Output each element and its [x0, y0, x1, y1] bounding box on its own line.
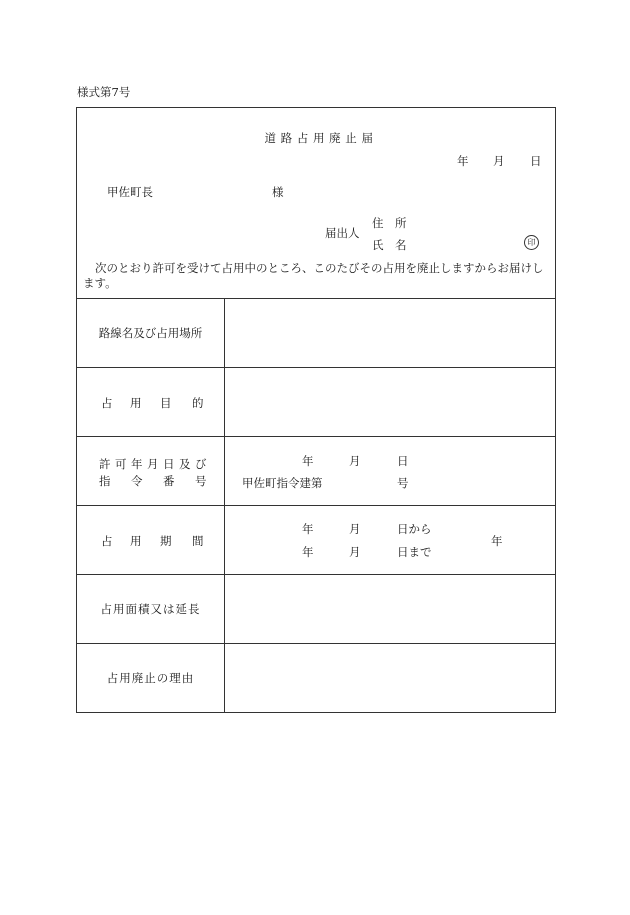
reason-value-cell[interactable] — [225, 644, 556, 713]
table-row — [77, 299, 556, 368]
period-label-char: 用 — [130, 534, 142, 548]
purpose-label-char: 用 — [130, 396, 142, 410]
form-title: 道 路 占 用 廃 止 届 — [264, 131, 374, 145]
period-label-char: 占 — [101, 534, 113, 548]
period-from-day: 日から — [397, 522, 432, 536]
route-label: 路線名及び占用場所 — [98, 326, 203, 340]
permit-label-char: 年 — [131, 457, 143, 471]
permit-label-char: 及 — [179, 457, 191, 471]
reason-label-cell — [77, 644, 225, 713]
period-to-month: 月 — [349, 545, 361, 559]
permit-label-char: 番 — [163, 474, 175, 488]
permit-label-char: び — [195, 457, 207, 471]
period-to-year: 年 — [302, 545, 314, 559]
reason-label: 占用廃止の理由 — [106, 671, 195, 685]
area-label: 占用面積又は延長 — [100, 602, 201, 616]
period-from-month: 月 — [349, 522, 361, 536]
date-day-label: 日 — [530, 154, 542, 168]
purpose-label-char: 目 — [160, 396, 172, 410]
purpose-label-char: 的 — [192, 396, 204, 410]
permit-label-char: 号 — [195, 474, 207, 488]
purpose-value-cell[interactable] — [225, 368, 556, 437]
permit-label-char: 日 — [163, 457, 175, 471]
permit-label-char: 指 — [99, 474, 111, 488]
applicant-label: 届出人 — [325, 226, 360, 240]
area-value-cell[interactable] — [225, 575, 556, 644]
permit-month-label: 月 — [349, 454, 361, 468]
period-value-cell[interactable] — [225, 506, 556, 575]
permit-value-cell[interactable] — [225, 437, 556, 506]
period-to-day: 日まで — [397, 545, 432, 559]
period-from-year: 年 — [302, 522, 314, 536]
permit-order-prefix: 甲佐町指令建第 — [242, 476, 323, 490]
permit-order-suffix: 号 — [397, 476, 409, 490]
route-value-cell[interactable] — [225, 299, 556, 368]
permit-label-cell — [77, 437, 225, 506]
table-row — [77, 506, 556, 575]
form-table — [76, 298, 556, 713]
form-header-box — [76, 107, 556, 299]
permit-year-label: 年 — [302, 454, 314, 468]
permit-label-char: 月 — [147, 457, 159, 471]
permit-label-char: 令 — [131, 474, 143, 488]
purpose-label-cell — [77, 368, 225, 437]
date-month-label: 月 — [493, 154, 505, 168]
table-row — [77, 644, 556, 713]
route-label-cell — [77, 299, 225, 368]
honorific: 様 — [272, 185, 284, 199]
period-label-char: 間 — [192, 534, 204, 548]
table-row — [77, 437, 556, 506]
addressee: 甲佐町長 — [107, 185, 153, 199]
permit-day-label: 日 — [397, 454, 409, 468]
table-row — [77, 575, 556, 644]
name-label: 氏 名 — [372, 238, 407, 252]
statement-text: 次のとおり許可を受けて占用中のところ、このたびその占用を廃止しますからお届けします。 — [83, 261, 544, 290]
table-row — [77, 368, 556, 437]
date-year-label: 年 — [457, 154, 469, 168]
period-label-char: 期 — [160, 534, 172, 548]
area-label-cell — [77, 575, 225, 644]
period-label-cell — [77, 506, 225, 575]
seal-mark: 印 — [524, 235, 539, 250]
address-label: 住 所 — [372, 216, 407, 230]
period-duration-year: 年 — [491, 534, 503, 548]
purpose-label-char: 占 — [101, 396, 113, 410]
permit-label-char: 許 — [99, 457, 111, 471]
permit-label-char: 可 — [115, 457, 127, 471]
form-number: 様式第7号 — [77, 85, 131, 99]
